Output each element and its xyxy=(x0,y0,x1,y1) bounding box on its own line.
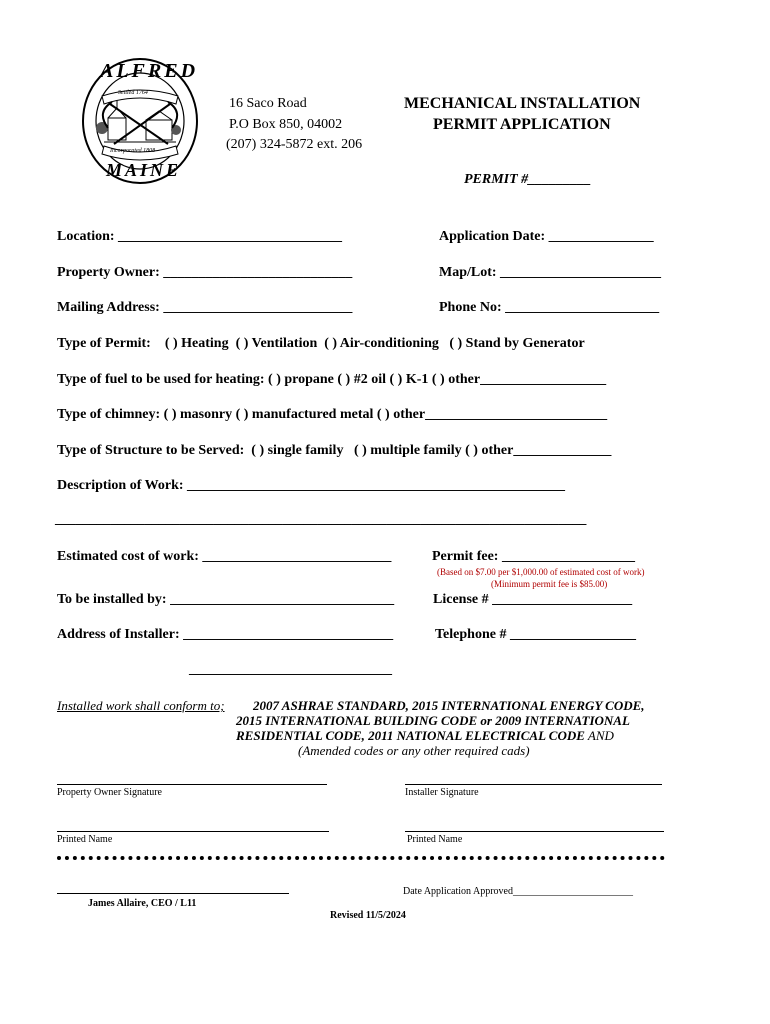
description-field-line2[interactable]: _____________________________________________________________________________ xyxy=(55,512,587,527)
installer-address-line2[interactable]: _____________________________ xyxy=(189,662,392,677)
installer-signature-line[interactable] xyxy=(405,784,662,785)
seal-banner-top: Settled 1764 xyxy=(118,90,148,96)
town-seal-logo xyxy=(80,56,200,186)
ceo-signature-line[interactable] xyxy=(57,893,289,894)
fee-note-rate: (Based on $7.00 per $1,000.00 of estimated cost of work) xyxy=(437,567,645,577)
seal-banner-bottom: Incorporated 1808 xyxy=(110,148,156,154)
chimney-type-options[interactable]: Type of chimney: ( ) masonry ( ) manufactured metal ( ) other__________________________ xyxy=(57,407,608,422)
installer-printed-name-label: Printed Name xyxy=(407,834,463,845)
form-title-line1: MECHANICAL INSTALLATION xyxy=(404,95,641,112)
seal-top-text: ALFRED xyxy=(100,60,199,82)
type-of-permit-options[interactable]: Type of Permit: ( ) Heating ( ) Ventilation ( ) Air-conditioning ( ) Stand by Generator xyxy=(57,336,585,351)
codes-line3-and: AND xyxy=(584,728,614,743)
structure-type-options[interactable]: Type of Structure to be Served: ( ) single family ( ) multiple family ( ) other______________ xyxy=(57,443,612,458)
estimated-cost-field[interactable]: Estimated cost of work: ___________________________ xyxy=(57,549,392,564)
form-title-line2: PERMIT APPLICATION xyxy=(433,116,611,133)
mailing-address-field[interactable]: Mailing Address: ___________________________ xyxy=(57,300,353,315)
telephone-field[interactable]: Telephone # __________________ xyxy=(435,627,636,642)
date-approved-field[interactable]: Date Application Approved________________________ xyxy=(403,886,633,897)
installer-printed-name-line[interactable] xyxy=(405,831,664,832)
codes-line1: 2007 ASHRAE STANDARD, 2015 INTERNATIONAL ENERGY CODE, xyxy=(253,698,645,713)
map-lot-field[interactable]: Map/Lot: _______________________ xyxy=(439,265,662,280)
seal-bottom-text: MAINE xyxy=(106,160,182,180)
town-address-line2: P.O Box 850, 04002 xyxy=(229,117,343,132)
owner-signature-line[interactable] xyxy=(57,784,327,785)
revised-date: Revised 11/5/2024 xyxy=(330,910,406,921)
owner-printed-name-line[interactable] xyxy=(57,831,329,832)
owner-printed-name-label: Printed Name xyxy=(57,834,113,845)
codes-line3 xyxy=(236,728,614,744)
description-field[interactable]: Description of Work: ______________________________________________________ xyxy=(57,478,566,493)
property-owner-field[interactable]: Property Owner: ___________________________ xyxy=(57,265,353,280)
location-field[interactable]: Location: ________________________________ xyxy=(57,229,343,244)
license-field[interactable]: License # ____________________ xyxy=(433,592,633,607)
town-phone: (207) 324-5872 ext. 206 xyxy=(226,137,363,152)
installer-address-field[interactable]: Address of Installer: ______________________________ xyxy=(57,627,394,642)
section-divider xyxy=(57,856,665,860)
codes-label: Installed work shall conform to; xyxy=(57,698,225,713)
fuel-type-options[interactable]: Type of fuel to be used for heating: ( ) propane ( ) #2 oil ( ) K-1 ( ) other__________________ xyxy=(57,372,607,387)
permit-fee-field[interactable]: Permit fee: ___________________ xyxy=(432,549,635,564)
fee-note-minimum: (Minimum permit fee is $85.00) xyxy=(491,579,608,589)
permit-number-field[interactable]: PERMIT #_________ xyxy=(464,172,592,187)
codes-line2: 2015 INTERNATIONAL BUILDING CODE or 2009 INTERNATIONAL xyxy=(236,713,630,728)
installer-signature-label: Installer Signature xyxy=(405,787,479,798)
owner-signature-label: Property Owner Signature xyxy=(57,787,162,798)
installed-by-field[interactable]: To be installed by: ________________________________ xyxy=(57,592,395,607)
phone-field[interactable]: Phone No: ______________________ xyxy=(439,300,660,315)
town-address-line1: 16 Saco Road xyxy=(229,96,307,111)
ceo-name: James Allaire, CEO / L11 xyxy=(88,898,197,909)
codes-line3-main: RESIDENTIAL CODE, 2011 NATIONAL ELECTRICAL CODE xyxy=(236,728,585,743)
application-date-field[interactable]: Application Date: _______________ xyxy=(439,229,654,244)
codes-line4: (Amended codes or any other required cads) xyxy=(298,743,530,758)
